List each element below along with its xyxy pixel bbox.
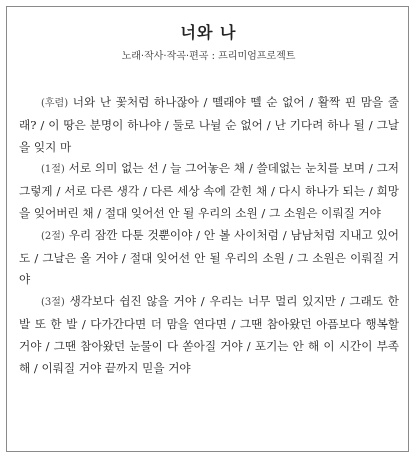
chorus-text: 너와 난 꽃처럼 하나잖아 / 뗄래야 뗄 순 없어 / 활짝 핀 맘을 줄래? / 이 땅은 분명이 하나야 / 둘로 나뉠 순 없어 / 난 기다려 하나 될 / 그날을 잊지 마 bbox=[19, 95, 399, 154]
section-tag-verse-2: (2절) bbox=[41, 230, 65, 242]
song-title: 너와 나 bbox=[180, 23, 237, 42]
section-tag-chorus: (후렴) bbox=[41, 98, 69, 109]
lyrics-body bbox=[19, 92, 399, 379]
section-tag-verse-1: (1절) bbox=[41, 164, 65, 176]
lyrics-chorus bbox=[19, 92, 399, 158]
verse-1-text: 서로 의미 없는 선 / 늘 그어놓은 채 / 쓸데없는 눈치를 보며 / 그저 그렇게 / 서로 다른 생각 / 다른 세상 속에 갇힌 채 / 다시 하나가 되는 / 희망을 잊어버린 채 / 절대 잊어선 안 될 우리의 소원 / 그 소원은 이뤄질 거야 bbox=[19, 161, 399, 220]
verse-2-text: 우리 잠깐 다툰 것뿐이야 / 안 볼 사이처럼 / 남남처럼 지내고 있어도 / 그날은 올 거야 / 절대 잊어선 안 될 우리의 소원 / 그 소원은 이뤄질 거야 bbox=[19, 227, 399, 287]
lyrics-verse-2 bbox=[19, 225, 399, 291]
lyrics-verse-3 bbox=[19, 291, 399, 379]
section-tag-verse-3: (3절) bbox=[41, 297, 65, 309]
verse-3-text: 생각보다 쉽진 않을 거야 / 우리는 너무 멀리 있지만 / 그래도 한 발 또 한 발 / 다가간다면 더 맘을 연다면 / 그땐 참아왔던 아픔보다 행복할 거야 / 그땐 참아왔던 눈물이 다 쏟아질 거야 / 포기는 안 해 이 시간이 부족해 / 이뤄질 거야 끝까지 믿을 거야 bbox=[19, 294, 399, 375]
lyrics-verse-1 bbox=[19, 158, 399, 224]
song-credits: 노래·작사·작곡·편곡 : 프리미엄프로젝트 bbox=[121, 51, 296, 62]
